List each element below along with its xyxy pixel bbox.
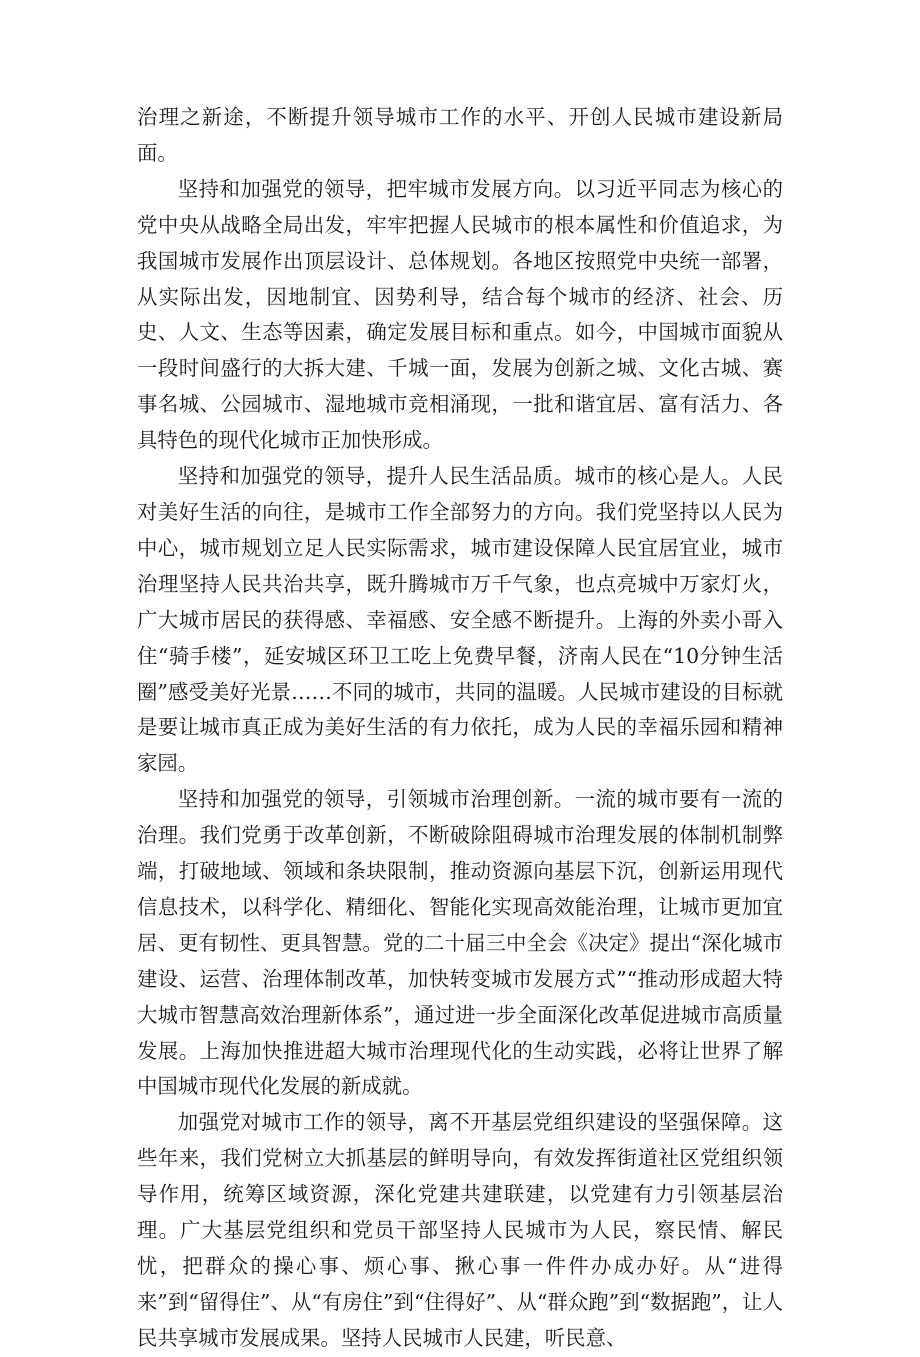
article-body	[137, 100, 783, 1357]
paragraph-continuation: 治理之新途，不断提升领导城市工作的水平、开创人民城市建设新局面。	[137, 105, 783, 165]
paragraph-urban-development-direction: 坚持和加强党的领导，把牢城市发展方向。以习近平同志为核心的党中央从战略全局出发，牢牢把握人民城市的根本属性和价值追求，为我国城市发展作出顶层设计、总体规划。各地区按照党中央统一部署，从实际出发，因地制宜、因势利导，结合每个城市的经济、社会、历史、人文、生态等因素，确定发展目标和重点。如今，中国城市面貌从一段时间盛行的大拆大建、千城一面，发展为创新之城、文化古城、赛事名城、公园城市、湿地城市竞相涌现，一批和谐宜居、富有活力、各具特色的现代化城市正加快形成。	[137, 176, 783, 453]
paragraph-governance-innovation: 坚持和加强党的领导，引领城市治理创新。一流的城市要有一流的治理。我们党勇于改革创新，不断破除阻碍城市治理发展的体制机制弊端，打破地域、领域和条块限制，推动资源向基层下沉，创新运用现代信息技术，以科学化、精细化、智能化实现高效能治理，让城市更加宜居、更有韧性、更具智慧。党的二十届三中全会《决定》提出“深化城市建设、运营、治理体制改革，加快转变城市发展方式”“推动形成超大特大城市智慧高效治理新体系”，通过进一步全面深化改革促进城市高质量发展。上海加快推进超大城市治理现代化的生动实践，必将让世界了解中国城市现代化发展的新成就。	[137, 787, 783, 1099]
paragraph-quality-of-life: 坚持和加强党的领导，提升人民生活品质。城市的核心是人。人民对美好生活的向往，是城市工作全部努力的方向。我们党坚持以人民为中心，城市规划立足人民实际需求，城市建设保障人民宜居宜业，城市治理坚持人民共治共享，既升腾城市万千气象，也点亮城中万家灯火，广大城市居民的获得感、幸福感、安全感不断提升。上海的外卖小哥入住“骑手楼”，延安城区环卫工吃上免费早餐，济南人民在“10分钟生活圈”感受美好光景……不同的城市，共同的温暖。人民城市建设的目标就是要让城市真正成为美好生活的有力依托，成为人民的幸福乐园和精神家园。	[137, 464, 783, 776]
paragraph-grassroots-party-building: 加强党对城市工作的领导，离不开基层党组织建设的坚强保障。这些年来，我们党树立大抓基层的鲜明导向，有效发挥街道社区党组织领导作用，统筹区域资源，深化党建共建联建，以党建有力引领基层治理。广大基层党组织和党员干部坚持人民城市为人民，察民情、解民忧，把群众的操心事、烦心事、揪心事一件件办成办好。从“进得来”到“留得住”、从“有房住”到“住得好”、从“群众跑”到“数据跑”，让人民共享城市发展成果。坚持人民城市人民建，听民意、	[137, 1110, 783, 1350]
